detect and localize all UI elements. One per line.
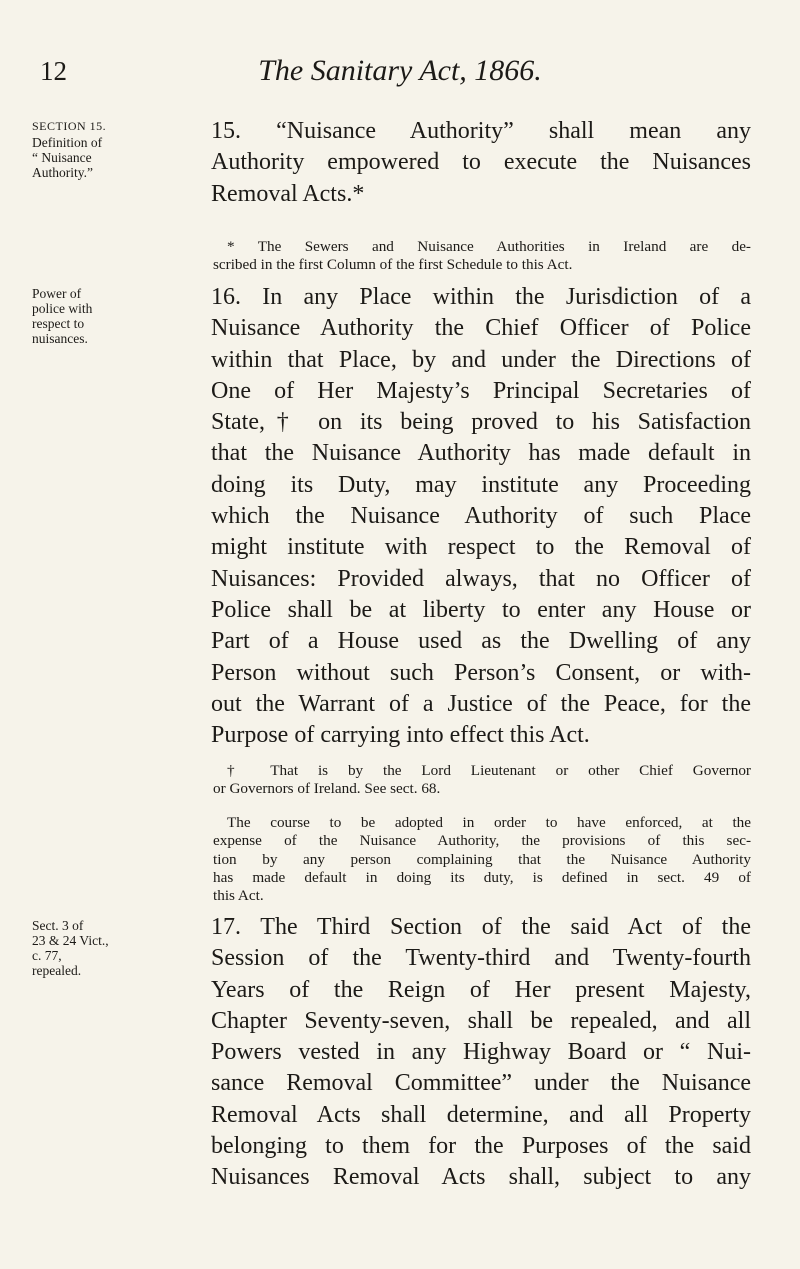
page-number: 12 — [40, 56, 67, 86]
footnote-sewers: * The Sewers and Nuisance Authorities in Ireland are de- scribed in the first Column of the first Schedule to this Act. — [213, 238, 751, 274]
running-title: The Sanitary Act, 1866. — [258, 54, 542, 87]
note-course: The course to be adopted in order to have enforced, at the expense of the Nuisance Authority, the provisions of this sec- tion by any person complaining that the Nuisance Authority has made default in doing its duty, is defined in sect. 49 of this Act. — [213, 814, 751, 905]
section-label: SECTION 15. — [32, 119, 107, 133]
margin-note-definition: Definition of “ Nuisance Authority.” — [32, 135, 103, 180]
section-17-text: 17. The Third Section of the said Act of the Session of the Twenty-third and Twenty-fourth Years of the Reign of Her present Majesty, Chapter Seventy-seven, shall be repealed, and all Powers vested in any Highway Board or “ Nui- sance Removal Committee” under the Nuisance Removal Acts shall determine, and all Property belonging to them for the Purposes of the said Nuisances Removal Acts shall, subject to any — [211, 914, 751, 1191]
margin-note-police: Power of police with respect to nuisances. — [32, 286, 93, 346]
page-header — [0, 52, 800, 92]
margin-note-repealed: Sect. 3 of 23 & 24 Vict., c. 77, repealed. — [32, 918, 109, 978]
section-16-text: 16. In any Place within the Jurisdiction of a Nuisance Authority the Chief Officer of Police within that Place, by and under the Directions of One of Her Majesty’s Principal Secretaries of State,† on its being proved to his Satisfaction that the Nuisance Authority has made default in doing its Duty, may institute any Proceeding which the Nuisance Authority of such Place might institute with respect to the Removal of Nuisances: Provided always, that no Officer of Police shall be at liberty to enter any House or Part of a House used as the Dwelling of any Person without such Person’s Consent, or with- out the Warrant of a Justice of the Peace, for the Purpose of carrying into effect this Act. — [211, 284, 751, 749]
footnote-lord-lieutenant: † That is by the Lord Lieutenant or other Chief Governor or Governors of Ireland. See sect. 68. — [213, 762, 751, 798]
section-15-text: 15. “Nuisance Authority” shall mean any Authority empowered to execute the Nuisances Removal Acts.* — [211, 118, 751, 207]
